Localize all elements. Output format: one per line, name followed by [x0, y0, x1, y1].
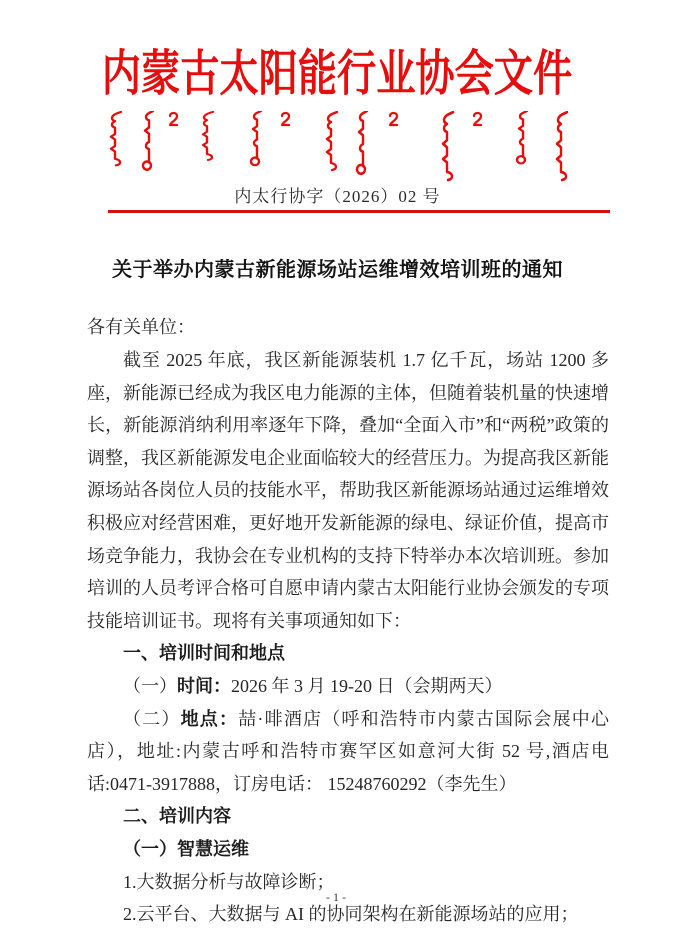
red-header [0, 0, 675, 213]
org-title-text: 内蒙古太阳能行业协会文件 [102, 46, 573, 101]
mongolian-script-decoration [0, 111, 675, 185]
intro-paragraph: 截至 2025 年底，我区新能源装机 1.7 亿千瓦，场站 1200 多座，新能源已经成为我区电力能源的主体，但随着装机量的快速增长，新能源消纳利用率逐年下降，叠加“全面入市”和“两税”政策的调整，我区新能源发电企业面临较大的经营压力。为提高我区新能源场站各岗位人员的技能水平，帮助我区新能源场站通过运维增效积极应对经营困难，更好地开发新能源的绿电、绿证价值，提高市场竞争能力，我协会在专业机构的支持下特举办本次培训班。参加培训的人员考评合格可自愿申请内蒙古太阳能行业协会颁发的专项技能培训证书。现将有关事项通知如下： [87, 350, 609, 631]
org-title [0, 0, 675, 99]
venue-value: 喆·啡酒店（呼和浩特市内蒙古国际会展中心店），地址:内蒙古呼和浩特市赛罕区如意河大街 52 号,酒店电话:0471-3917888，订房电话： 15248760292（李先生） [87, 708, 610, 794]
document-body [0, 257, 675, 930]
time-item-prefix: （一） [123, 675, 177, 696]
page-number: -1- [326, 890, 349, 904]
section2-sub1-heading: （一）智慧运维 [123, 838, 249, 859]
mongolian-script-svg [105, 111, 571, 183]
content-item-1: 1.大数据分析与故障诊断； [123, 871, 335, 892]
time-label: 时间： [177, 675, 231, 696]
time-value: 2026 年 3 月 19-20 日（会期两天） [231, 675, 503, 696]
section1-heading: 一、培训时间和地点 [123, 643, 285, 664]
time-line [87, 670, 609, 703]
red-divider-line [108, 210, 610, 213]
content-item-2: 2.云平台、大数据与 AI 的协同架构在新能源场站的应用； [123, 904, 579, 925]
section2-heading: 二、培训内容 [123, 806, 231, 827]
venue-item-prefix: （二） [123, 708, 181, 729]
doc-number: 内太行协字（2026）02 号 [234, 187, 441, 207]
document-title: 关于举办内蒙古新能源场站运维增效培训班的通知 [112, 259, 563, 282]
venue-line [87, 703, 609, 801]
venue-label: 地点： [180, 708, 239, 729]
salutation: 各有关单位： [87, 317, 195, 338]
body-text-block [87, 311, 609, 930]
